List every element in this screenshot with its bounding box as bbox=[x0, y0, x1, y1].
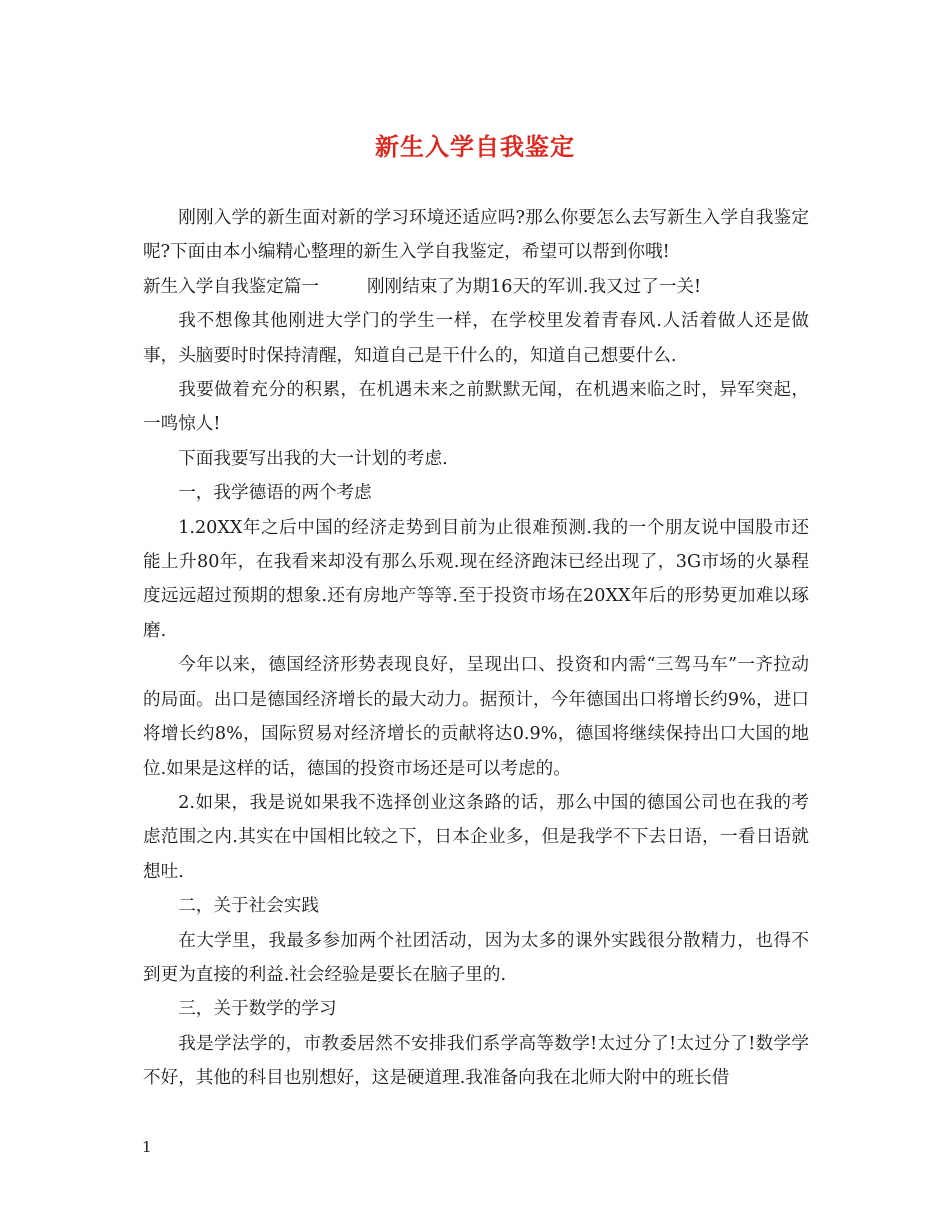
paragraph: 我是学法学的，市教委居然不安排我们系学高等数学!太过分了!太过分了!数学学不好，其他的科目也别想好，这是硬道理.我准备向我在北师大附中的班长借 bbox=[143, 1033, 809, 1089]
document-title: 新生入学自我鉴定 bbox=[375, 132, 575, 161]
section-heading: 新生入学自我鉴定篇一 bbox=[143, 276, 319, 297]
page-number: 1 bbox=[142, 1138, 152, 1156]
subheading: 三，关于数学的学习 bbox=[178, 999, 337, 1020]
subheading: 一，我学德语的两个考虑 bbox=[178, 483, 372, 504]
section-heading-line bbox=[143, 270, 809, 304]
paragraph-intro: 刚刚入学的新生面对新的学习环境还适应吗?那么你要怎么去写新生入学自我鉴定呢?下面由本小编精心整理的新生入学自我鉴定，希望可以帮到你哦! bbox=[143, 208, 809, 263]
document-body bbox=[143, 201, 809, 1096]
paragraph: 我要做着充分的积累，在机遇未来之前默默无闻，在机遇来临之时，异军突起，一鸣惊人! bbox=[143, 380, 809, 435]
section-heading-text: 刚刚结束了为期16天的军训.我又过了一关! bbox=[366, 276, 702, 297]
paragraph: 下面我要写出我的大一计划的考虑. bbox=[178, 448, 448, 469]
paragraph: 2.如果，我是说如果我不选择创业这条路的话，那么中国的德国公司也在我的考虑范围之内.其实在中国相比较之下，日本企业多，但是我学不下去日语，一看日语就想吐. bbox=[143, 792, 809, 882]
paragraph: 在大学里，我最多参加两个社团活动，因为太多的课外实践很分散精力，也得不到更为直接的利益.社会经验是要长在脑子里的. bbox=[143, 930, 809, 985]
subheading: 二，关于社会实践 bbox=[178, 896, 319, 917]
paragraph: 我不想像其他刚进大学门的学生一样，在学校里发着青春风.人活着做人还是做事，头脑要时时保持清醒，知道自己是干什么的，知道自己想要什么. bbox=[143, 311, 809, 366]
paragraph: 1.20XX年之后中国的经济走势到目前为止很难预测.我的一个朋友说中国股市还能上升80年，在我看来却没有那么乐观.现在经济跑沫已经出现了，3G市场的火暴程度远远超过预期的想象.还有房地产等等.至于投资市场在20XX年后的形势更加难以琢磨. bbox=[143, 517, 809, 641]
paragraph: 今年以来，德国经济形势表现良好，呈现出口、投资和内需“三驾马车”一齐拉动的局面。出口是德国经济增长的最大动力。据预计，今年德国出口将增长约9%，进口将增长约8%，国际贸易对经济增长的贡献将达0.9%，德国将继续保持出口大国的地位.如果是这样的话，德国的投资市场还是可以考虑的。 bbox=[143, 655, 809, 779]
